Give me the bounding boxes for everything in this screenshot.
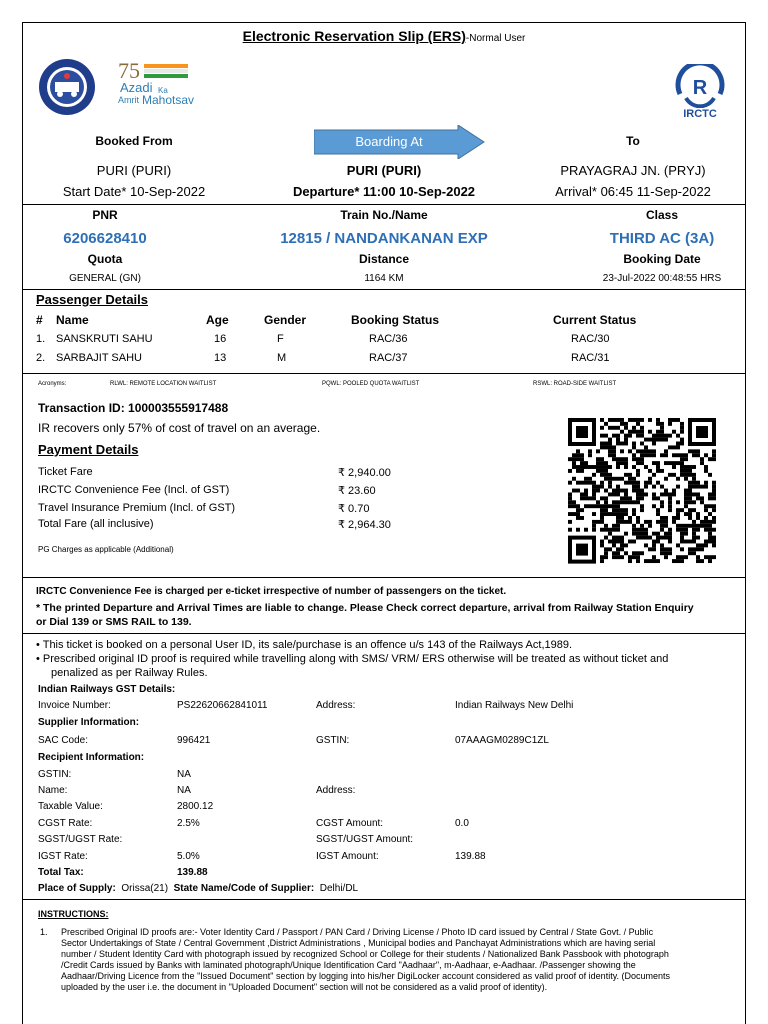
departure: Departure* 11:00 10-Sep-2022 [292,184,476,199]
page-title: Electronic Reservation Slip (ERS)-Normal User [242,28,526,44]
taxable-value: 2800.12 [177,801,214,812]
recovery-note: IR recovers only 57% of cost of travel on an average. [38,421,321,435]
recipient-address-label: Address: [316,785,356,796]
pg-charges-note: PG Charges as applicable (Additional) [38,545,174,554]
azadi-ka-amrit-mahotsav-logo: 75 Azadi Ka Amrit Mahotsav [118,58,195,107]
gstin-value: 07AAAGM0289C1ZL [455,735,549,746]
start-date: Start Date* 10-Sep-2022 [62,184,206,199]
total-tax-value: 139.88 [177,867,208,878]
sgst-amount-label: SGST/UGST Amount: [316,834,414,845]
train-value: 12815 / NANDANKANAN EXP [280,230,488,247]
passenger-details-heading: Passenger Details [36,292,149,307]
divider [22,899,746,900]
recipient-name-value: NA [177,785,191,796]
cgst-amount-label: CGST Amount: [316,818,384,829]
quota-label: Quota [87,252,123,266]
times-note-line1: * The printed Departure and Arrival Times are liable to change. Please Check correct departure, arrival from Railway Station Enquiry [36,602,694,614]
cgst-amount-value: 0.0 [455,818,469,829]
to-label: To [626,134,640,148]
taxable-label: Taxable Value: [38,801,103,812]
acronym-rlwl: RLWL: REMOTE LOCATION WAITLIST [110,381,217,387]
class-value: THIRD AC (3A) [609,230,715,247]
divider [22,577,746,578]
from-station: PURI (PURI) [96,163,172,178]
to-station: PRAYAGRAJ JN. (PRYJ) [560,163,706,178]
bullet-continuation: penalized as per Railway Rules. [51,667,208,679]
igst-rate-label: IGST Rate: [38,851,88,862]
address-label: Address: [316,700,356,711]
igst-amount-label: IGST Amount: [316,851,379,862]
address-value: Indian Railways New Delhi [455,700,574,711]
sgst-rate-label: SGST/UGST Rate: [38,834,123,845]
svg-text:R: R [692,77,708,99]
divider [22,373,746,374]
qr-code [566,418,718,564]
gst-heading: Indian Railways GST Details: [38,684,176,695]
quota-value: GENERAL (GN) [69,273,141,284]
pnr-label: PNR [92,208,118,222]
irctc-logo: R IRCTC [668,64,732,122]
arrival: Arrival* 06:45 11-Sep-2022 [555,184,711,199]
sac-label: SAC Code: [38,735,89,746]
cgst-rate-label: CGST Rate: [38,818,93,829]
sac-value: 996421 [177,735,211,746]
recipient-gstin-label: GSTIN: [38,769,72,780]
igst-amount-value: 139.88 [455,851,486,862]
gstin-label: GSTIN: [316,735,350,746]
instruction-number: 1. [40,927,48,937]
divider [22,204,746,205]
place-of-supply: Place of Supply: Orissa(21) State Name/Code of Supplier: Delhi/DL [38,883,359,894]
recipient-heading: Recipient Information: [38,752,145,763]
acronym-pqwl: PQWL: POOLED QUOTA WAITLIST [322,381,420,387]
train-label: Train No./Name [340,208,428,222]
recipient-gstin-value: NA [177,769,191,780]
boarding-at-arrow [314,125,486,159]
pnr-value: 6206628410 [63,230,147,247]
recipient-name-label: Name: [38,785,68,796]
transaction-id: Transaction ID: 100003555917488 [38,401,229,415]
total-tax-label: Total Tax: [38,867,84,878]
payment-details-heading: Payment Details [38,442,139,457]
distance-value: 1164 KM [364,273,404,284]
booking-date-value: 23-Jul-2022 00:48:55 HRS [602,273,722,284]
indian-railways-logo [38,58,96,116]
divider [22,633,746,634]
invoice-value: PS22620662841011 [177,700,268,711]
acronym-rswl: RSWL: ROAD-SIDE WAITLIST [533,381,617,387]
boarding-station: PURI (PURI) [346,163,422,178]
instructions-heading: INSTRUCTIONS: [38,909,109,919]
booked-from-label: Booked From [95,134,173,148]
booking-date-label: Booking Date [623,252,701,266]
supplier-heading: Supplier Information: [38,717,140,728]
cgst-rate-value: 2.5% [177,818,200,829]
class-label: Class [645,208,679,222]
invoice-label: Invoice Number: [38,700,111,711]
instruction-item: Prescribed Original ID proofs are:- Voter Identity Card / Passport / PAN Card / Driving License / Photo ID card issued by Central / State Govt. / Public Sector Undertakings of State / Central Government ,District Administrations , Municipal bodies and Panchayat Administrations which are having serial number / Student Identity Card with photograph issued by recognized School or College for their students / Nationalized Bank Passbook with photograph /Credit Cards issued by Banks with laminated photograph/Unique Identification Card "Aadhaar", m-Aadhaar, e-Aadhaar. /Passenger showing the Aadhaar/Driving Licence from the "Issued Document" section by logging into his/her DigiLocker account considered as valid proof of identity. (Documents uploaded by the user i.e. the document in "Uploaded Document" section will not be considered as a valid proof of identity). [61,927,671,992]
convenience-fee-note: IRCTC Convenience Fee is charged per e-ticket irrespective of number of passengers on the ticket. [36,586,507,597]
boarding-at-label: Boarding At [355,134,423,149]
igst-rate-value: 5.0% [177,851,200,862]
bullet-item: • This ticket is booked on a personal User ID, its sale/purchase is an offence u/s 143 of the Railways Act,1989. [36,639,573,651]
times-note-line2: or Dial 139 or SMS RAIL to 139. [36,616,192,628]
distance-label: Distance [358,252,410,266]
divider [22,289,746,290]
acronyms-label: Acronyms: [38,381,67,387]
bullet-item: • Prescribed original ID proof is required while travelling along with SMS/ VRM/ ERS otherwise will be treated as without ticket and [36,653,669,665]
